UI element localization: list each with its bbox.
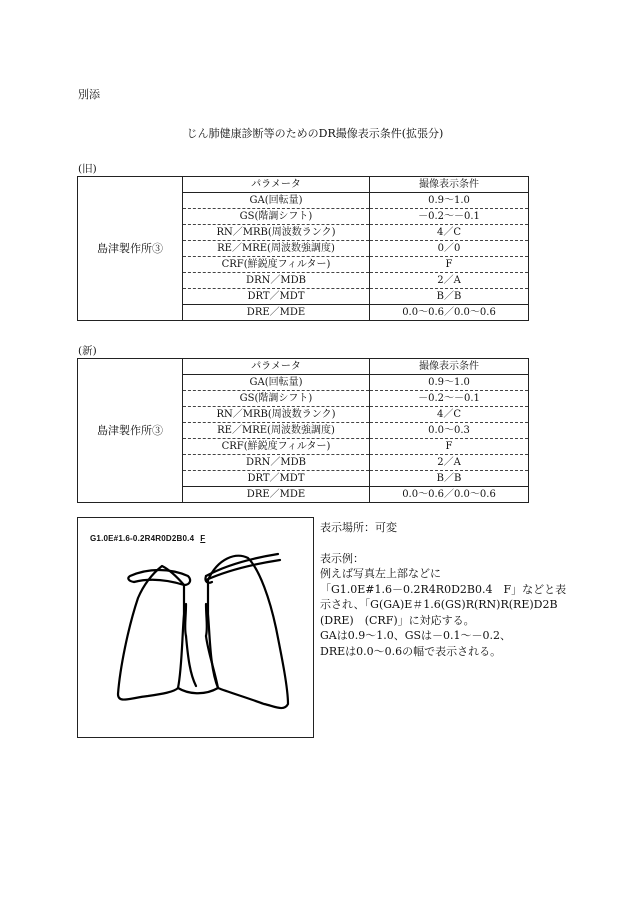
condition-table-old xyxy=(77,176,529,321)
value-cell: 4／C xyxy=(370,407,529,423)
param-cell: GA(回転量) xyxy=(183,193,370,209)
param-cell: DRE／MDE xyxy=(183,305,370,321)
value-cell: －0.2〜－0.1 xyxy=(370,209,529,225)
figure-caption-code: G1.0E#1.6-0.2R4R0D2B0.4 xyxy=(90,534,195,543)
example-heading: 表示例： xyxy=(320,551,364,565)
maker-cell: 島津製作所③ xyxy=(78,359,183,503)
figure-caption-filter: F xyxy=(200,534,206,543)
header-param: パラメータ xyxy=(183,359,370,375)
value-cell: 2／A xyxy=(370,455,529,471)
display-notes xyxy=(320,520,567,659)
maker-cell: 島津製作所③ xyxy=(78,177,183,321)
value-cell: B／B xyxy=(370,289,529,305)
value-cell: 0.0〜0.6／0.0〜0.6 xyxy=(370,305,529,321)
table-header-row xyxy=(78,359,529,375)
annex-label: 別添 xyxy=(78,88,100,101)
note-line: DREは0.0〜0.6の幅で表示される。 xyxy=(320,644,502,658)
param-cell: RN／MRB(周波数ランク) xyxy=(183,225,370,241)
header-value: 撮像表示条件 xyxy=(370,177,529,193)
note-line: 示され、「G(GA)E＃1.6(GS)R(RN)R(RE)D2B xyxy=(320,598,558,611)
lung-outline-icon xyxy=(78,518,313,737)
value-cell: 0.9〜1.0 xyxy=(370,193,529,209)
value-cell: 0／0 xyxy=(370,241,529,257)
value-cell: 0.0〜0.3 xyxy=(370,423,529,439)
param-cell: CRF(鮮鋭度フィルター) xyxy=(183,257,370,273)
param-cell: CRF(鮮鋭度フィルター) xyxy=(183,439,370,455)
note-line: 例えば写真左上部などに xyxy=(320,567,441,580)
param-cell: DRT／MDT xyxy=(183,289,370,305)
condition-table-new xyxy=(77,358,529,503)
param-cell: RN／MRB(周波数ランク) xyxy=(183,407,370,423)
header-param: パラメータ xyxy=(183,177,370,193)
param-cell: GA(回転量) xyxy=(183,375,370,391)
param-cell: GS(階調シフト) xyxy=(183,391,370,407)
section-label-old: (旧) xyxy=(78,163,97,175)
document-title: じん肺健康診断等のためのDR撮像表示条件(拡張分) xyxy=(186,127,444,140)
param-cell: GS(階調シフト) xyxy=(183,209,370,225)
value-cell: F xyxy=(370,439,529,455)
note-line: (DRE) (CRF)」に対応する。 xyxy=(320,613,475,627)
value-cell: B／B xyxy=(370,471,529,487)
note-line: GAは0.9〜1.0、GSは－0.1〜－0.2、 xyxy=(320,629,512,642)
param-cell: DRN／MDB xyxy=(183,273,370,289)
value-cell: F xyxy=(370,257,529,273)
param-cell: DRE／MDE xyxy=(183,487,370,503)
table-header-row xyxy=(78,177,529,193)
value-cell: 0.0〜0.6／0.0〜0.6 xyxy=(370,487,529,503)
param-cell: DRN／MDB xyxy=(183,455,370,471)
section-label-new: (新) xyxy=(78,345,97,357)
value-cell: 0.9〜1.0 xyxy=(370,375,529,391)
param-cell: DRT／MDT xyxy=(183,471,370,487)
value-cell: －0.2〜－0.1 xyxy=(370,391,529,407)
param-cell: RE／MRE(周波数強調度) xyxy=(183,241,370,257)
display-location: 表示場所：可変 xyxy=(320,521,397,534)
value-cell: 2／A xyxy=(370,273,529,289)
header-value: 撮像表示条件 xyxy=(370,359,529,375)
value-cell: 4／C xyxy=(370,225,529,241)
note-line: 「G1.0E#1.6－0.2R4R0D2B0.4 F」などと表 xyxy=(320,582,567,596)
chest-xray-figure xyxy=(77,517,314,738)
param-cell: RE／MRE(周波数強調度) xyxy=(183,423,370,439)
